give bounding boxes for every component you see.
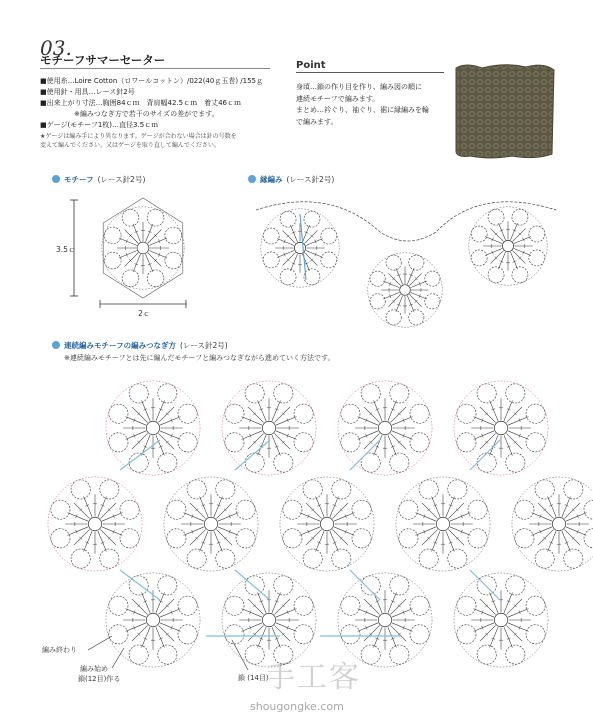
point-heading: Point	[296, 60, 326, 71]
gauge-note-line-2: 変えて編んでください。又はゲージを取り直して編んでください。	[40, 142, 220, 149]
crochet-motif	[338, 381, 432, 475]
spec-size: ■出来上がり寸法…胸囲84ｃｍ 背肩幅42.5ｃｍ 着丈46ｃｍ	[40, 99, 242, 107]
crochet-motif	[368, 253, 442, 327]
motif-dimension-lines	[70, 200, 186, 308]
watermark-url: shougongke.com	[250, 700, 344, 713]
spec-yarn: ■使用糸…Loire Cotton（ロワールコットン）/022(40ｇ玉巻) /155ｇ	[40, 77, 264, 85]
joining-section-heading: 連続編みモチーフの編みつなぎ方 (レース針2号)	[52, 340, 228, 351]
point-line-2: 連続モチーフで編みます。	[296, 94, 380, 103]
title-divider	[40, 68, 270, 69]
bullet-icon	[52, 341, 60, 349]
crochet-motif	[164, 477, 258, 571]
edge-diagram	[256, 202, 556, 327]
crochet-motif	[512, 477, 593, 571]
crochet-motif	[469, 207, 547, 285]
joining-description: ※連続編みモチーフとは先に編んだモチーフと編みつなぎながら進めていく方法です。	[64, 354, 335, 362]
label-leader-lines	[88, 636, 248, 670]
crochet-motif	[222, 381, 316, 475]
start-label-2: 鎖(12目)作る	[78, 675, 121, 683]
edge-section-heading: 縁編み (レース針2号)	[248, 174, 334, 185]
bullet-icon	[248, 175, 256, 183]
crochet-motif	[106, 573, 200, 667]
motif-width-label: 2ｃ	[138, 309, 151, 318]
gauge-note-line-1: ★ゲージは編み手により異なります。ゲージが合わない場合は針の号数を	[40, 133, 237, 140]
crochet-motif	[396, 477, 490, 571]
end-label: 編み終わり	[42, 646, 77, 654]
crochet-motif	[106, 381, 200, 475]
pattern-number: 03.	[40, 36, 72, 60]
motif-section-heading: モチーフ (レース針2号)	[52, 174, 145, 185]
motif-height-label: 3.5ｃ	[56, 245, 76, 254]
spec-size-note: ※編みつなぎ方で若干のサイズの差がでます。	[74, 110, 219, 118]
spec-gauge: ■ゲージ(モチーフ1枚)…直径3.5ｃｍ	[40, 121, 159, 129]
crochet-motif	[454, 573, 548, 667]
point-line-4: で編みます。	[296, 117, 338, 126]
crochet-motif	[261, 209, 339, 287]
bullet-icon	[52, 175, 60, 183]
joining-diagram	[48, 381, 593, 667]
swatch-photo	[452, 62, 558, 160]
point-line-1: 身頃…鎖の作り目を作り、編み図の順に	[296, 83, 422, 91]
point-line-3: まとめ…衿ぐり、袖ぐり、裾に縁編みを輪	[296, 106, 429, 114]
spec-needle: ■使用針・用具…レース針2号	[40, 88, 135, 96]
crochet-motif	[454, 381, 548, 475]
gauge-note	[40, 132, 290, 150]
start-label-1: 編み始め	[80, 665, 108, 673]
pattern-title: モチーフサマーセーター	[40, 53, 166, 67]
chain-14-label: 鎖 (14目)	[238, 674, 269, 682]
crochet-motif	[280, 477, 374, 571]
point-divider	[296, 72, 444, 73]
watermark-text: 手工客	[265, 660, 361, 695]
crochet-motif	[48, 477, 142, 571]
point-text	[296, 82, 452, 128]
spec-list	[40, 76, 280, 131]
motif-single	[102, 198, 184, 298]
crochet-motif	[102, 207, 184, 289]
